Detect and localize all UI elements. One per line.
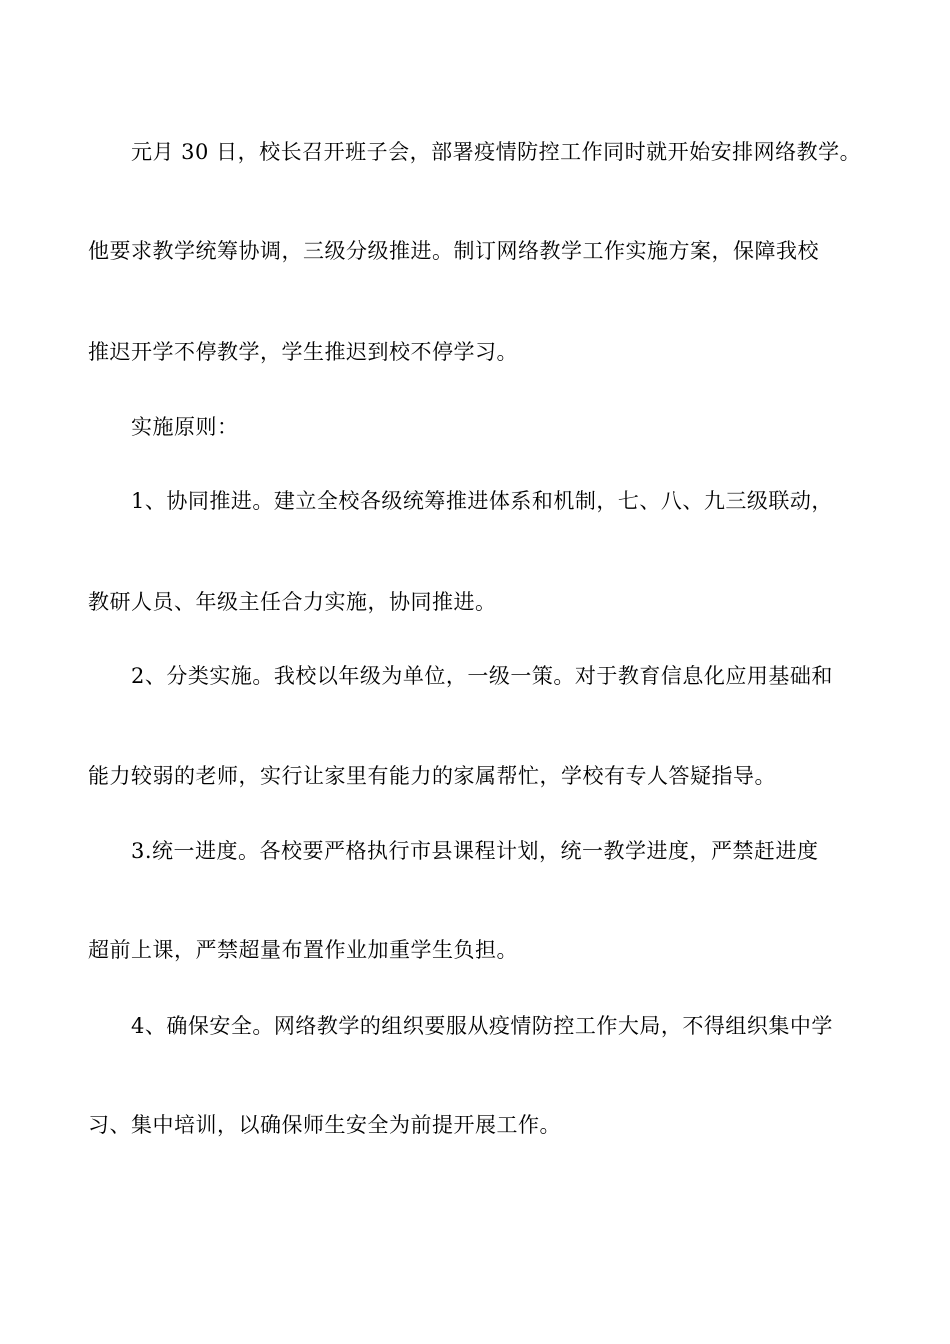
section-heading: 实施原则： xyxy=(131,415,239,439)
list-item-line: 超前上课，严禁超量布置作业加重学生负担。 xyxy=(88,938,518,962)
paragraph-line: 他要求教学统筹协调，三级分级推进。制订网络教学工作实施方案，保障我校 xyxy=(88,239,819,263)
list-item-line: 4、确保安全。网络教学的组织要服从疫情防控工作大局，不得组织集中学 xyxy=(131,1014,833,1038)
list-item-line: 教研人员、年级主任合力实施，协同推进。 xyxy=(88,590,497,614)
list-item-line: 1、协同推进。建立全校各级统筹推进体系和机制，七、八、九三级联动， xyxy=(131,489,833,513)
paragraph-line: 元月 30 日，校长召开班子会，部署疫情防控工作同时就开始安排网络教学。 xyxy=(131,140,862,164)
list-item-line: 3.统一进度。各校要严格执行市县课程计划，统一教学进度，严禁赶进度 xyxy=(131,839,819,863)
list-item-line: 2、分类实施。我校以年级为单位，一级一策。对于教育信息化应用基础和 xyxy=(131,664,833,688)
list-item-line: 能力较弱的老师，实行让家里有能力的家属帮忙，学校有专人答疑指导。 xyxy=(88,764,776,788)
list-item-line: 习、集中培训，以确保师生安全为前提开展工作。 xyxy=(88,1113,561,1137)
paragraph-line: 推迟开学不停教学，学生推迟到校不停学习。 xyxy=(88,340,518,364)
